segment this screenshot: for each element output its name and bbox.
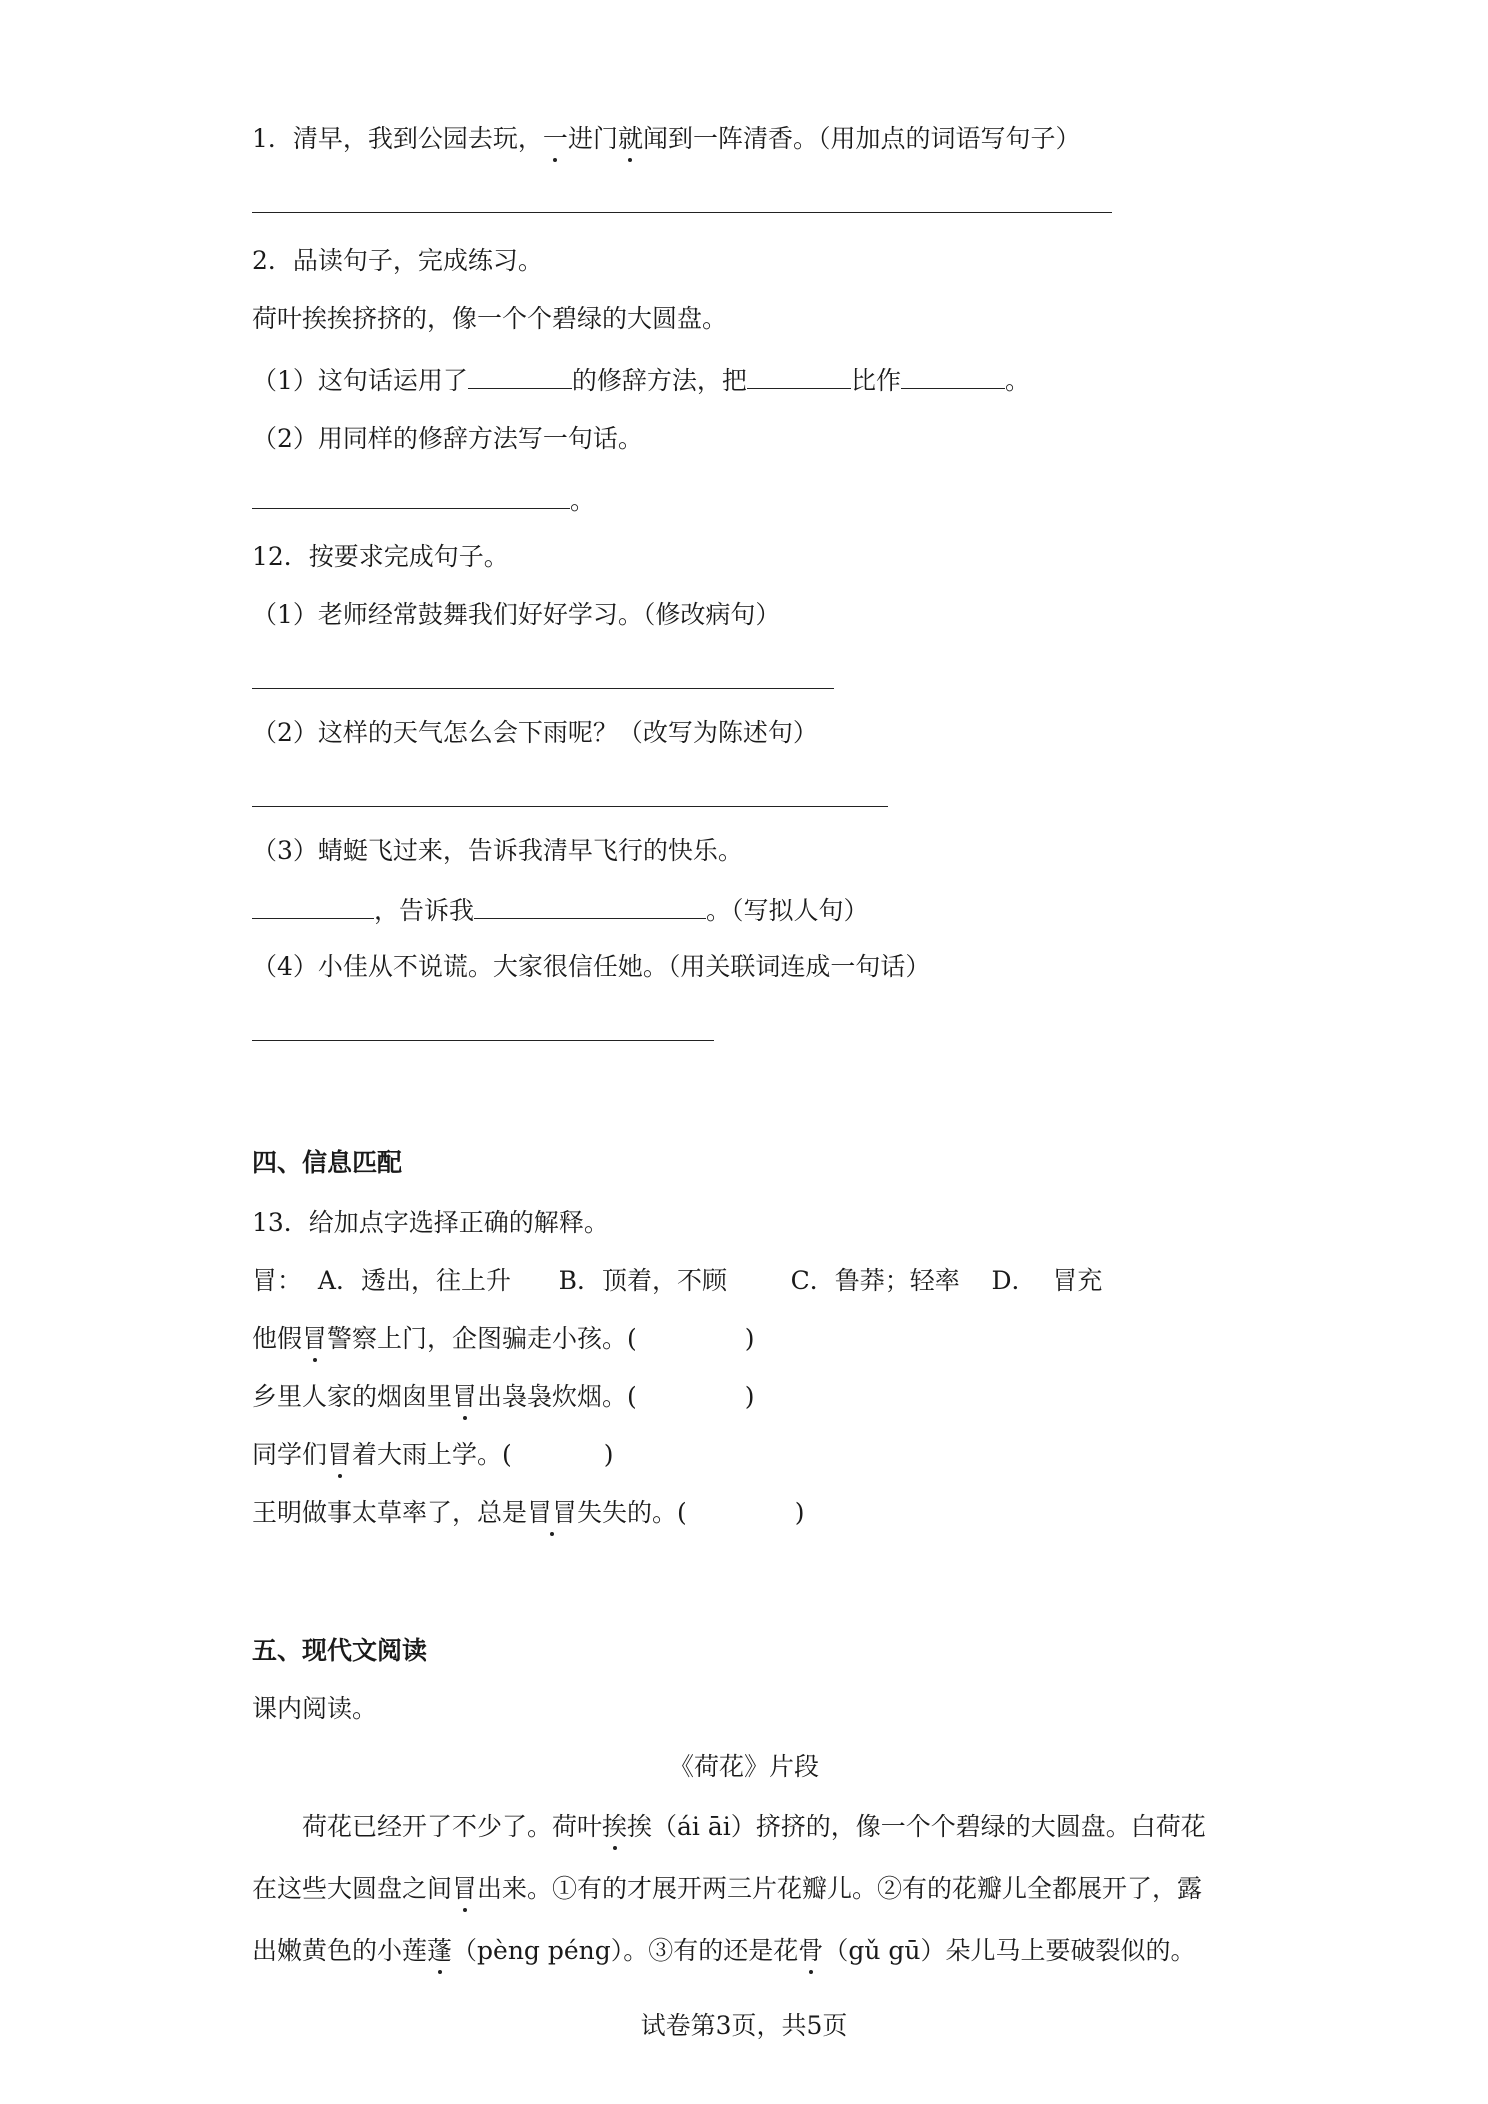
section-5-heading: 五、现代文阅读 [252,1636,428,1665]
question-12-part-3: （3）蜻蜓飞过来，告诉我清早飞行的快乐。 [252,836,743,865]
blank-field[interactable] [474,892,706,919]
dotted-char: 冒 [452,1380,477,1414]
question-2-part-2: （2）用同样的修辞方法写一句话。 [252,424,643,453]
question-2-title: 2．品读句子，完成练习。 [252,246,543,275]
question-13-title: 13．给加点字选择正确的解释。 [252,1208,609,1237]
question-2-answer: 。 [252,482,595,518]
dotted-char: 冒 [327,1438,352,1472]
section-4-heading: 四、信息匹配 [252,1148,403,1177]
passage-title: 《荷花》片段 [668,1752,819,1781]
question-2-part-1: （1）这句话运用了 的修辞方法，把 比作 。 [252,362,1030,398]
dotted-char: 骨 [798,1934,823,1968]
question-13-options: 冒： A．透出，往上升 B．顶着，不顾 C．鲁莽；轻率 D． 冒充 [252,1266,1103,1295]
passage-line-2: 在这些大圆盘之间冒出来。①有的才展开两三片花瓣儿。②有的花瓣儿全都展开了，露 [252,1872,1252,1906]
dotted-char: 一 [543,122,568,156]
blank-field[interactable] [252,892,374,919]
dotted-char: 冒 [302,1322,327,1356]
match-item: 乡里人家的烟囱里冒出袅袅炊烟。( ) [252,1380,755,1414]
question-12-part-3-answer: ，告诉我 。（写拟人句） [252,892,869,928]
passage-line-1: 荷花已经开了不少了。荷叶挨挨（ái āi）挤挤的，像一个个碧绿的大圆盘。白荷花 [302,1810,1302,1844]
dotted-char: 就 [618,122,643,156]
section-5-subheading: 课内阅读。 [252,1694,378,1723]
dotted-char: 挨 [602,1810,627,1844]
blank-field[interactable] [901,362,1005,389]
match-item: 他假冒警察上门，企图骗走小孩。( ) [252,1322,755,1356]
passage-line-3: 出嫩黄色的小莲蓬（pèng péng）。③有的还是花骨（gǔ gū）朵儿马上要破裂似的。 [252,1934,1252,1968]
question-12-title: 12．按要求完成句子。 [252,542,509,571]
match-item: 王明做事太草率了，总是冒冒失失的。( ) [252,1496,805,1530]
dotted-char: 冒 [452,1872,477,1906]
question-12-part-4: （4）小佳从不说谎。大家很信任她。（用关联词连成一句话） [252,952,931,981]
question-12-part-1: （1）老师经常鼓舞我们好好学习。（修改病句） [252,600,781,629]
match-item: 同学们冒着大雨上学。( ) [252,1438,614,1472]
answer-line-q12-4[interactable] [252,1040,714,1041]
page-footer: 试卷第3页，共5页 [640,2011,848,2040]
answer-line-q1[interactable] [252,212,1112,213]
blank-field[interactable] [252,482,570,509]
question-1: 1．清早，我到公园去玩，一进门就闻到一阵清香。（用加点的词语写句子） [252,122,1080,156]
answer-line-q12-1[interactable] [252,688,834,689]
dotted-char: 蓬 [427,1934,452,1968]
question-2-sentence: 荷叶挨挨挤挤的，像一个个碧绿的大圆盘。 [252,304,728,333]
dotted-char: 冒冒 [527,1496,577,1530]
blank-field[interactable] [747,362,851,389]
question-12-part-2: （2）这样的天气怎么会下雨呢？（改写为陈述句） [252,718,818,747]
blank-field[interactable] [468,362,572,389]
answer-line-q12-2[interactable] [252,806,888,807]
